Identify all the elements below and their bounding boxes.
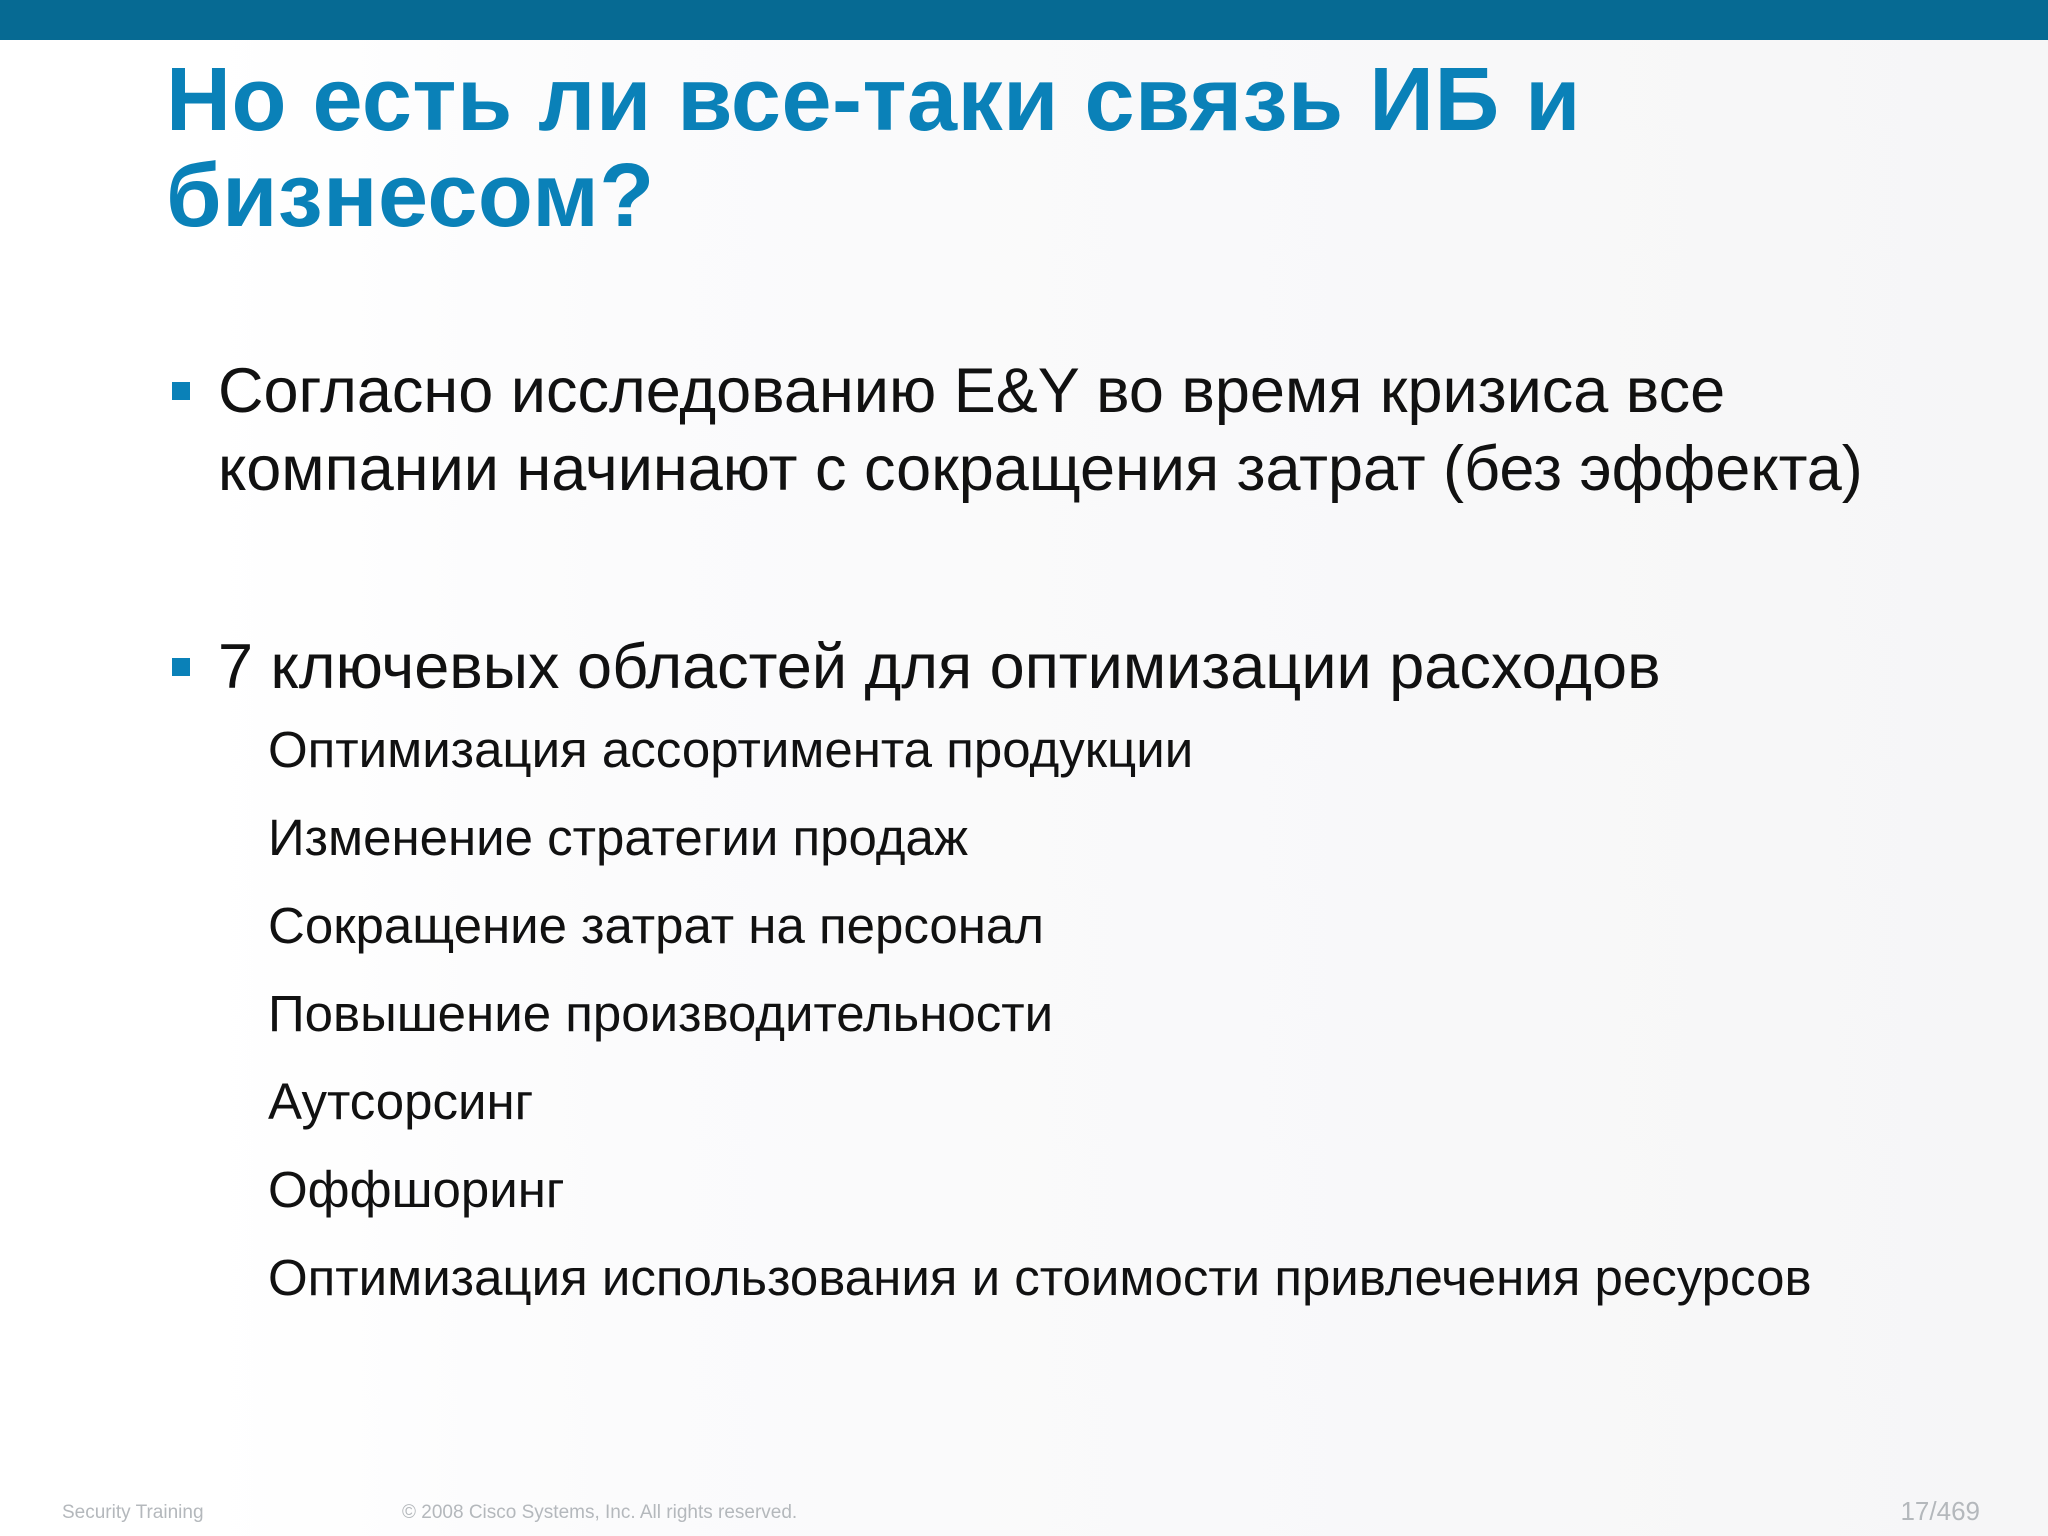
sub-item: Сокращение затрат на персонал — [268, 897, 1045, 954]
square-bullet-icon — [172, 658, 190, 676]
square-bullet-icon — [172, 382, 190, 400]
sub-item: Оффшоринг — [268, 1161, 565, 1218]
slide-title: Но есть ли все-таки связь ИБ и бизнесом? — [166, 50, 1581, 246]
bullet-item — [168, 628, 1938, 706]
top-header-bar — [0, 0, 2048, 40]
bullet-item — [168, 352, 1938, 508]
footer-copyright: © 2008 Cisco Systems, Inc. All rights reserved. — [402, 1502, 798, 1523]
sub-item: Изменение стратегии продаж — [268, 809, 969, 866]
bullet-text: Согласно исследованию E&Y во время кризиса все компании начинают с сокращения затрат (без эффекта) — [218, 356, 1863, 504]
sub-item: Аутсорсинг — [268, 1073, 534, 1130]
sub-item: Оптимизация ассортимента продукции — [268, 721, 1194, 778]
sub-item: Повышение производительности — [268, 985, 1054, 1042]
sub-item: Оптимизация использования и стоимости привлечения ресурсов — [268, 1249, 1812, 1306]
bullet-text: 7 ключевых областей для оптимизации расходов — [218, 632, 1661, 702]
slide-page-number: 17/469 — [1900, 1496, 1980, 1526]
sub-item-list — [268, 718, 1908, 1334]
footer-course-name: Security Training — [62, 1502, 204, 1523]
